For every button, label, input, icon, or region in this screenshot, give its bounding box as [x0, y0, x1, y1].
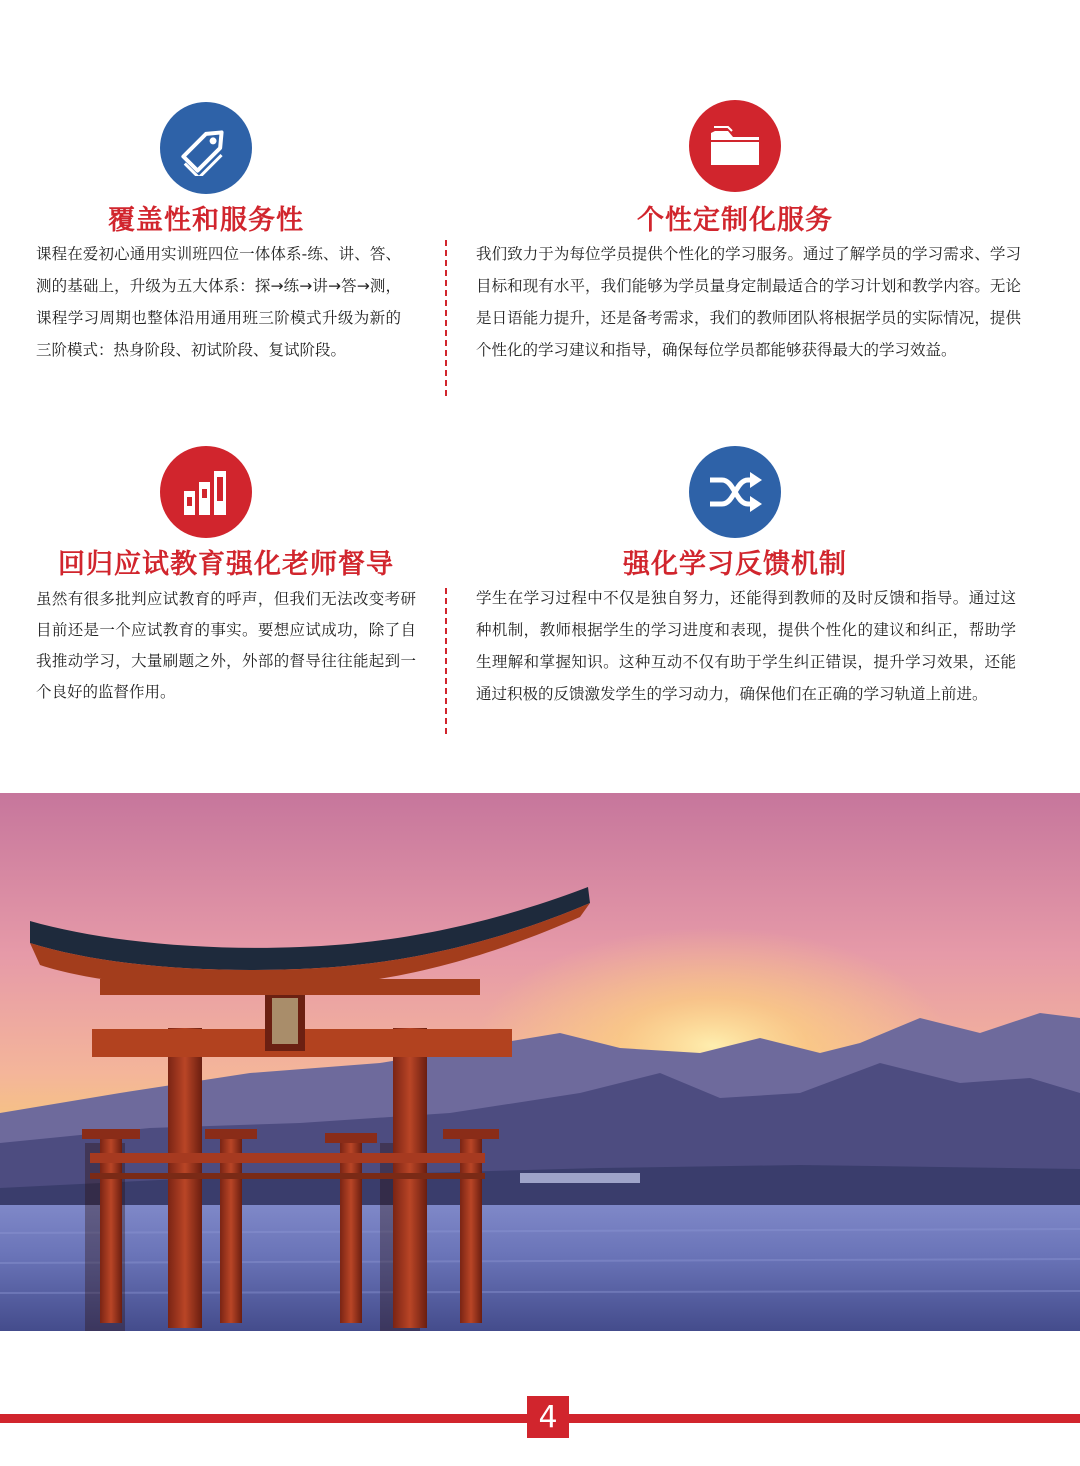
- folder-icon-badge: [689, 100, 781, 192]
- shuffle-icon: [706, 470, 764, 514]
- feature-title: 强化学习反馈机制: [623, 549, 847, 580]
- feature-title: 个性定制化服务: [637, 205, 833, 236]
- bar-chart-icon-badge: [160, 446, 252, 538]
- column-divider: [445, 588, 447, 734]
- feature-body: 学生在学习过程中不仅是独自努力，还能得到教师的及时反馈和指导。通过这种机制，教师根据学生的学习进度和表现，提供个性化的建议和纠正，帮助学生理解和掌握知识。这种互动不仅有助于学生纠正错误，提升学习效果，还能通过积极的反馈激发学生的学习动力，确保他们在正确的学习轨道上前进。: [476, 589, 1016, 703]
- feature-body: 我们致力于为每位学员提供个性化的学习服务。通过了解学员的学习需求、学习目标和现有水平，我们能够为学员量身定制最适合的学习计划和教学内容。无论是日语能力提升，还是备考需求，我们的教师团队将根据学员的实际情况，提供个性化的学习建议和指导，确保每位学员都能够获得最大的学习效益。: [476, 245, 1021, 359]
- folder-icon: [706, 121, 764, 171]
- torii-sunset-photo: [0, 793, 1080, 1331]
- feature-title: 覆盖性和服务性: [108, 205, 304, 236]
- feature-body: 课程在爱初心通用实训班四位一体体系-练、讲、答、测的基础上，升级为五大体系：探→练→讲→答→测，课程学习周期也整体沿用通用班三阶模式升级为新的三阶模式：热身阶段、初试阶段、复试阶段。: [36, 245, 401, 359]
- column-divider: [445, 240, 447, 396]
- tag-icon-badge: [160, 102, 252, 194]
- feature-body: 虽然有很多批判应试教育的呼声，但我们无法改变考研目前还是一个应试教育的事实。要想应试成功，除了自我推动学习，大量刷题之外，外部的督导往往能起到一个良好的监督作用。: [36, 590, 416, 701]
- shuffle-icon-badge: [689, 446, 781, 538]
- page-number: 4: [527, 1396, 569, 1438]
- feature-title: 回归应试教育强化老师督导: [58, 549, 394, 580]
- bar-chart-icon: [179, 465, 233, 519]
- tag-icon: [178, 120, 234, 176]
